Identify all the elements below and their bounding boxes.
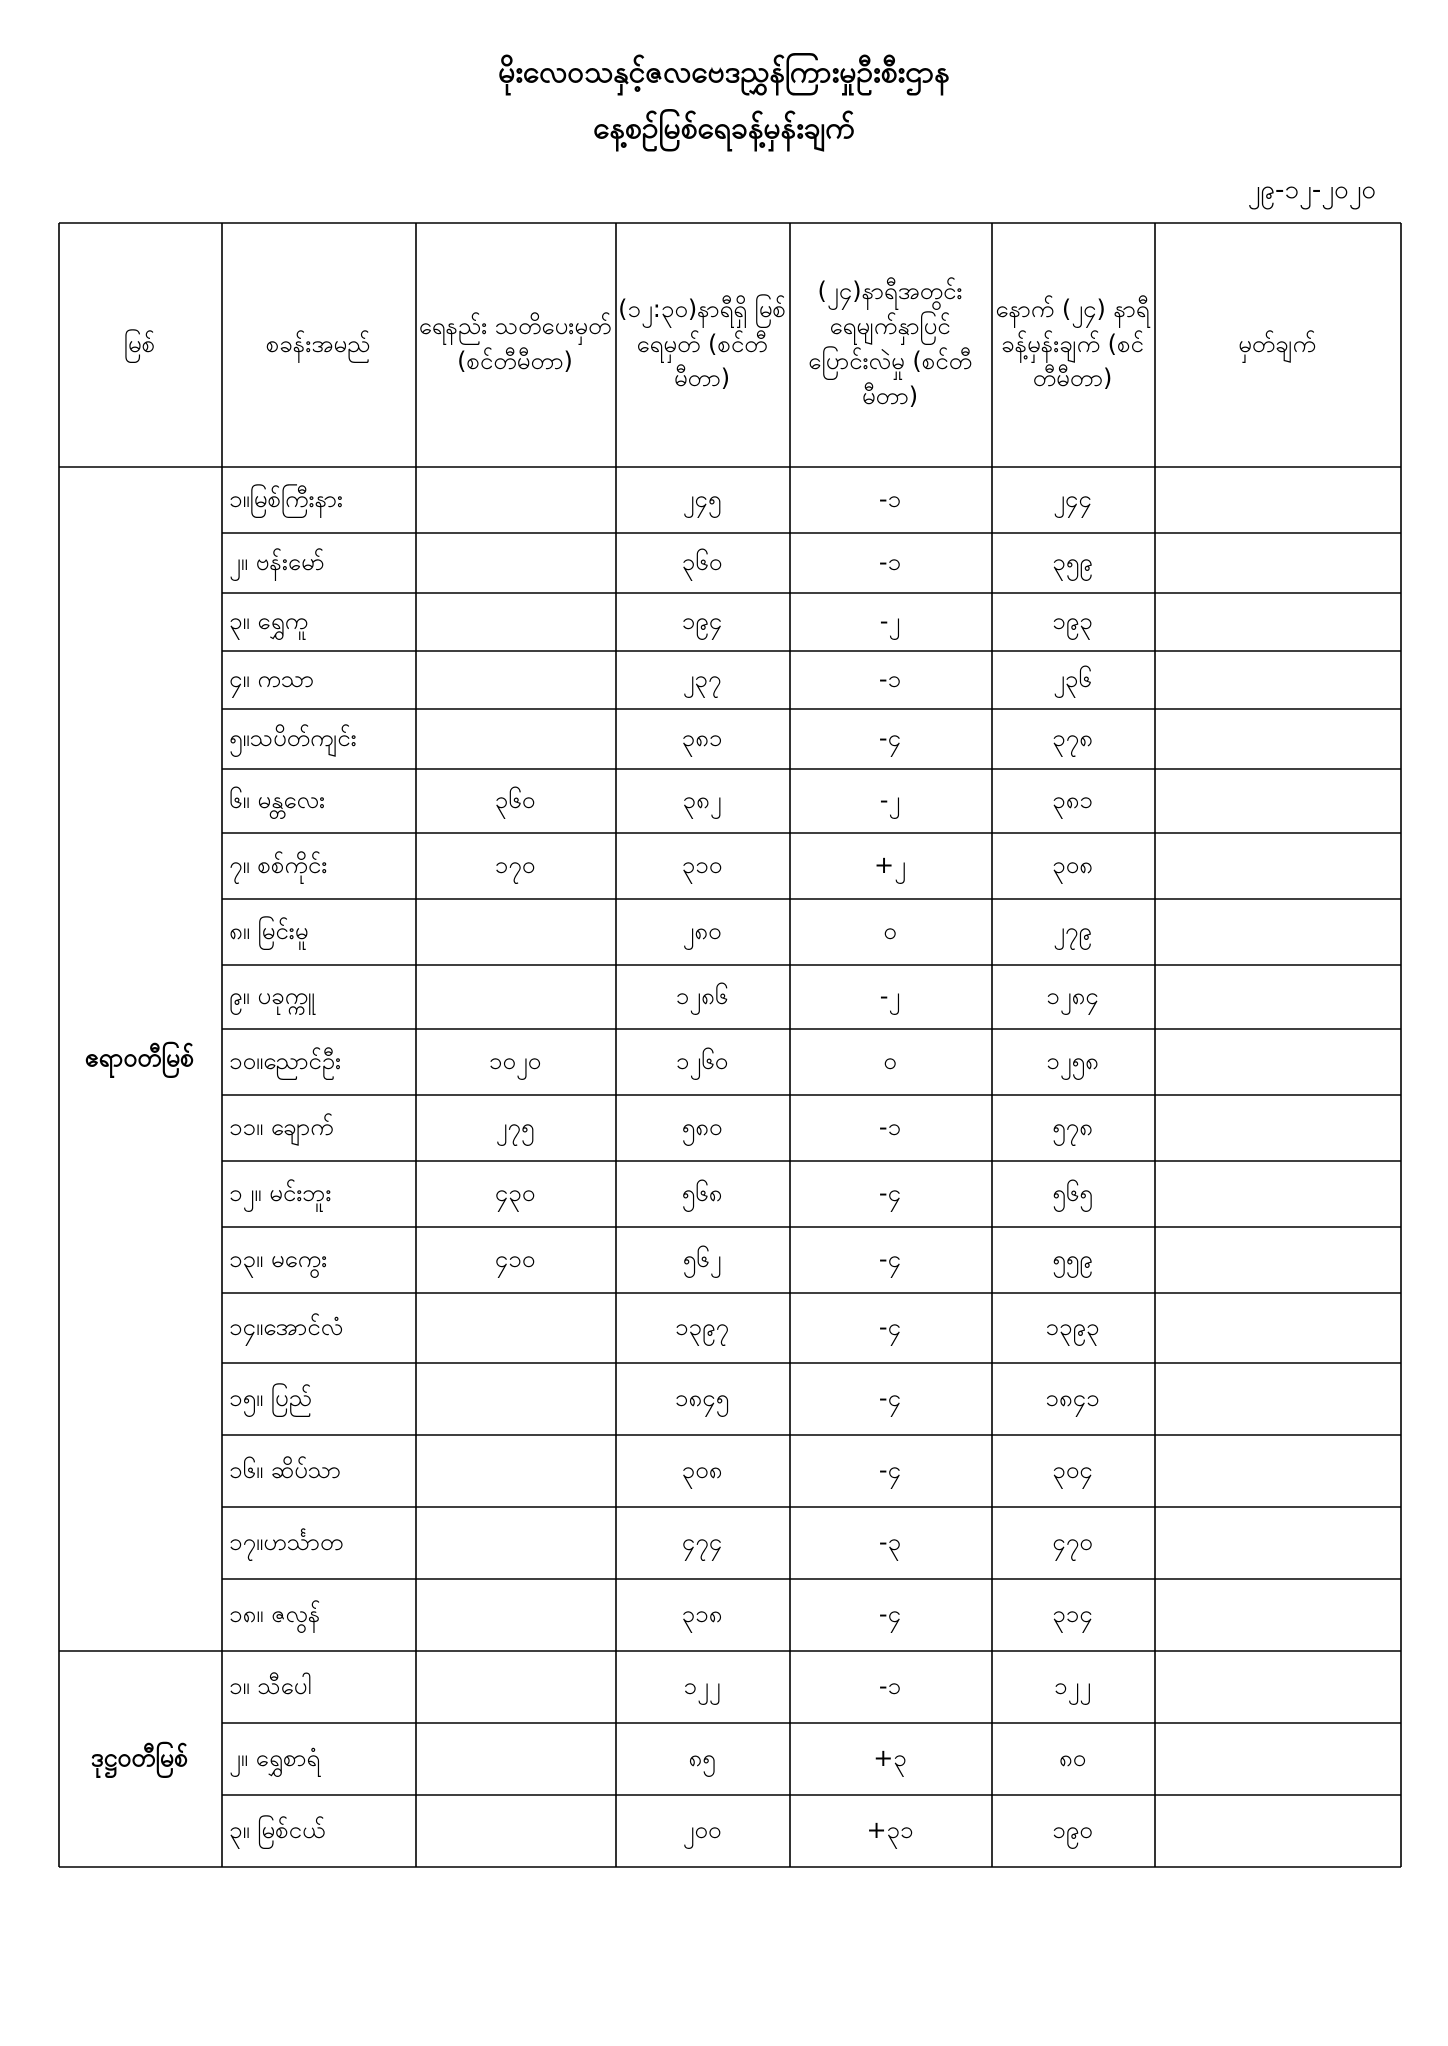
header-river: မြစ် bbox=[123, 329, 156, 358]
level-change: -၄ bbox=[878, 1455, 902, 1484]
document-subtitle: နေ့စဉ်မြစ်ရေခန့်မှန်းချက် bbox=[593, 111, 855, 146]
header-warning-level: ရေနည်း သတိပေးမှတ် (စင်တီမီတာ) bbox=[418, 312, 612, 375]
forecast-level: ၅၇၈ bbox=[1052, 1112, 1093, 1141]
station-name: ၅။သပိတ်ကျင်း bbox=[229, 723, 357, 752]
river-forecast-table bbox=[58, 222, 1400, 1876]
warning-level bbox=[417, 1508, 613, 1576]
station-name: ၁၁။ ချောက် bbox=[229, 1112, 334, 1141]
level-change: -၁ bbox=[878, 484, 902, 513]
forecast-level: ၄၇၀ bbox=[1052, 1527, 1093, 1556]
remark bbox=[1156, 900, 1398, 962]
forecast-level: ၁၂၂ bbox=[1053, 1671, 1092, 1700]
station-name: ၁။ သီပေါ bbox=[229, 1671, 312, 1700]
water-level: ၂၈၀ bbox=[682, 916, 722, 945]
station-name: ၁။မြစ်ကြီးနား bbox=[229, 484, 343, 513]
level-change: +၃ bbox=[873, 1743, 907, 1772]
forecast-level: ၃၅၉ bbox=[1052, 547, 1093, 576]
forecast-level: ၂၇၉ bbox=[1053, 916, 1092, 945]
remark bbox=[1156, 1580, 1398, 1648]
water-level: ၁၂၈၆ bbox=[675, 981, 729, 1010]
forecast-level: ၂၄၄ bbox=[1053, 484, 1092, 513]
remark bbox=[1156, 710, 1398, 766]
forecast-level: ၃၁၄ bbox=[1052, 1599, 1093, 1628]
remark bbox=[1156, 1364, 1398, 1432]
remark bbox=[1156, 1228, 1398, 1290]
level-change: -၂ bbox=[879, 606, 901, 635]
level-change: -၁ bbox=[878, 664, 902, 693]
water-level: ၃၈၁ bbox=[681, 723, 723, 752]
water-level: ၁၂၆၀ bbox=[675, 1046, 729, 1075]
forecast-level: ၁၂၅၈ bbox=[1046, 1046, 1099, 1075]
remark bbox=[1156, 834, 1398, 896]
water-level: ၃၆၀ bbox=[681, 547, 723, 576]
station-name: ၁၅။ ပြည် bbox=[229, 1383, 312, 1412]
warning-level: ၂၇၅ bbox=[495, 1112, 535, 1141]
station-name: ၄။ ကသာ bbox=[229, 664, 314, 693]
station-name: ၈။ မြင်းမူ bbox=[229, 916, 309, 945]
water-level: ၄၇၄ bbox=[681, 1527, 723, 1556]
forecast-level: ၂၃၆ bbox=[1053, 664, 1092, 693]
warning-level bbox=[417, 1580, 613, 1648]
forecast-level: ၅၅၉ bbox=[1052, 1244, 1093, 1273]
station-name: ၁၀။ညောင်ဦး bbox=[229, 1046, 342, 1075]
station-name: ၉။ ပခုက္ကူ bbox=[229, 981, 315, 1010]
water-level: ၂၃၇ bbox=[682, 664, 722, 693]
water-level: ၅၆၂ bbox=[682, 1244, 722, 1273]
forecast-level: ၁၃၉၃ bbox=[1045, 1312, 1100, 1341]
station-name: ၁၇။ဟင်္သာတ bbox=[229, 1527, 344, 1556]
warning-level bbox=[417, 966, 613, 1026]
level-change: -၁ bbox=[878, 1112, 902, 1141]
forecast-level: ၈၀ bbox=[1058, 1743, 1087, 1772]
header-station: စခန်းအမည် bbox=[265, 329, 371, 358]
remark bbox=[1156, 1796, 1398, 1864]
water-level: ၂၄၅ bbox=[682, 484, 722, 513]
water-level: ၃၈၂ bbox=[682, 785, 722, 814]
warning-level bbox=[417, 534, 613, 590]
forecast-level: ၅၆၅ bbox=[1052, 1178, 1093, 1207]
water-level: ၃၁၈ bbox=[681, 1599, 723, 1628]
water-level: ၅၆၈ bbox=[681, 1178, 723, 1207]
river-name: ဒုဋ္ဌဝတီမြစ် bbox=[90, 1742, 189, 1772]
warning-level bbox=[417, 594, 613, 648]
station-name: ၆။ မန္တလေး bbox=[229, 785, 326, 814]
station-name: ၁၆။ ဆိပ်သာ bbox=[229, 1455, 341, 1484]
remark bbox=[1156, 594, 1398, 648]
remark bbox=[1156, 468, 1398, 530]
remark bbox=[1156, 1652, 1398, 1720]
remark bbox=[1156, 966, 1398, 1026]
water-level: ၃၁၀ bbox=[681, 850, 723, 879]
station-name: ၁၂။ မင်းဘူး bbox=[229, 1178, 332, 1207]
warning-level: ၁၀၂၀ bbox=[488, 1046, 542, 1075]
warning-level bbox=[417, 1652, 613, 1720]
level-change: -၂ bbox=[879, 785, 901, 814]
forecast-level: ၁၉၃ bbox=[1052, 606, 1093, 635]
water-level: ၁၂၂ bbox=[683, 1671, 721, 1700]
river-name: ဧရာဝတီမြစ် bbox=[84, 1042, 195, 1072]
warning-level bbox=[417, 900, 613, 962]
forecast-level: ၁၉၀ bbox=[1052, 1815, 1093, 1844]
warning-level: ၁၇၀ bbox=[494, 850, 536, 879]
water-level: ၁၈၄၅ bbox=[674, 1383, 730, 1412]
station-name: ၁၈။ ဇလွန် bbox=[229, 1599, 321, 1628]
station-name: ၂။ ဗန်းမော် bbox=[229, 547, 325, 576]
water-level: ၁၃၉၇ bbox=[675, 1312, 729, 1341]
forecast-level: ၃၀၄ bbox=[1052, 1455, 1093, 1484]
header-forecast: နောက် (၂၄) နာရီ ခန့်မှန်းချက် (စင်တီမီတာ) bbox=[995, 294, 1150, 393]
station-name: ၇။ စစ်ကိုင်း bbox=[229, 850, 328, 879]
warning-level bbox=[417, 468, 613, 530]
header-change: (၂၄)နာရီအတွင်း ရေမျက်နှာပြင် ပြောင်းလဲမှု (စင်တီမီတာ) bbox=[808, 277, 972, 410]
station-name: ၃။ မြစ်ငယ် bbox=[229, 1815, 326, 1844]
remark bbox=[1156, 1508, 1398, 1576]
warning-level bbox=[417, 710, 613, 766]
remark bbox=[1156, 1162, 1398, 1224]
station-name: ၂။ ရွှေစာရံ bbox=[229, 1743, 321, 1772]
warning-level: ၄၃၀ bbox=[494, 1178, 536, 1207]
water-level: ၅၈၀ bbox=[681, 1112, 723, 1141]
warning-level bbox=[417, 1436, 613, 1504]
remark bbox=[1156, 1724, 1398, 1792]
remark bbox=[1156, 1030, 1398, 1092]
level-change: -၄ bbox=[878, 1383, 902, 1412]
remark bbox=[1156, 1096, 1398, 1158]
remark bbox=[1156, 1436, 1398, 1504]
forecast-level: ၃၈၁ bbox=[1052, 785, 1093, 814]
remark bbox=[1156, 1294, 1398, 1360]
warning-level bbox=[417, 1796, 613, 1864]
level-change: ၀ bbox=[883, 1046, 897, 1075]
level-change: -၃ bbox=[878, 1527, 902, 1556]
level-change: -၄ bbox=[878, 1312, 902, 1341]
level-change: -၄ bbox=[878, 1244, 902, 1273]
level-change: -၄ bbox=[878, 1178, 902, 1207]
level-change: -၁ bbox=[878, 547, 902, 576]
warning-level bbox=[417, 1294, 613, 1360]
water-level: ၈၅ bbox=[688, 1743, 716, 1772]
station-name: ၁၄။အောင်လံ bbox=[229, 1312, 344, 1341]
warning-level bbox=[417, 1724, 613, 1792]
level-change: +၃၁ bbox=[866, 1815, 914, 1844]
warning-level bbox=[417, 652, 613, 706]
level-change: -၄ bbox=[878, 723, 902, 752]
forecast-level: ၃၇၈ bbox=[1052, 723, 1093, 752]
remark bbox=[1156, 770, 1398, 830]
level-change: -၂ bbox=[879, 981, 901, 1010]
water-level: ၃၀၈ bbox=[681, 1455, 723, 1484]
warning-level bbox=[417, 1364, 613, 1432]
level-change: -၄ bbox=[878, 1599, 902, 1628]
level-change: +၂ bbox=[874, 850, 906, 879]
report-date: ၂၉-၁၂-၂၀၂၀ bbox=[1247, 175, 1376, 205]
water-level: ၁၉၄ bbox=[681, 606, 723, 635]
warning-level: ၄၁၀ bbox=[494, 1244, 536, 1273]
document-title: မိုးလေဝသနှင့်ဇလဗေဒညွှန်ကြားမှုဦးစီးဌာန bbox=[498, 55, 950, 90]
forecast-level: ၃၀၈ bbox=[1052, 850, 1093, 879]
warning-level: ၃၆၀ bbox=[494, 785, 536, 814]
level-change: -၁ bbox=[878, 1671, 902, 1700]
station-name: ၃။ ရွှေကူ bbox=[229, 606, 309, 635]
remark bbox=[1156, 534, 1398, 590]
forecast-level: ၁၈၄၁ bbox=[1045, 1383, 1100, 1412]
header-remark: မှတ်ချက် bbox=[1238, 329, 1316, 358]
station-name: ၁၃။ မကွေး bbox=[229, 1244, 328, 1273]
level-change: ၀ bbox=[883, 916, 897, 945]
forecast-level: ၁၂၈၄ bbox=[1046, 981, 1099, 1010]
remark bbox=[1156, 652, 1398, 706]
header-water-level: (၁၂:၃၀)နာရီရှိ မြစ်ရေမှတ် (စင်တီမီတာ) bbox=[618, 294, 786, 393]
water-level: ၂၀၀ bbox=[682, 1815, 722, 1844]
